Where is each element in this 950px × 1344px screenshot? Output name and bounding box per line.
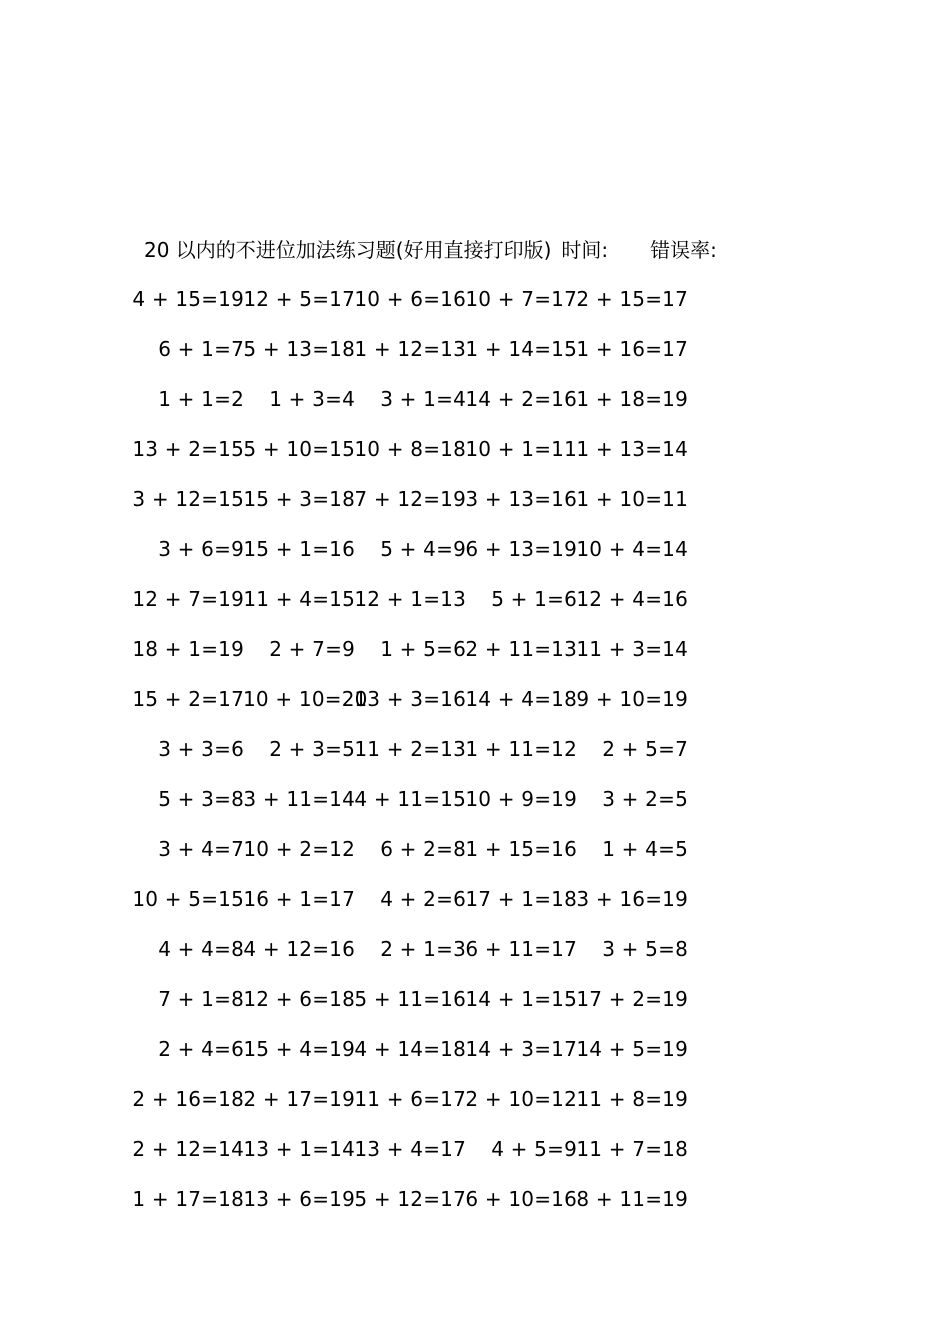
problem-row	[0, 684, 950, 714]
problem-item: 11 + 7=18	[576, 1137, 688, 1161]
problem-item: 1 + 10=11	[576, 487, 688, 511]
problem-item: 3 + 12=15	[132, 487, 244, 511]
problem-row	[0, 434, 950, 464]
problem-item: 3 + 5=8	[602, 937, 688, 961]
problem-item: 13 + 3=16	[354, 687, 466, 711]
problem-item: 12 + 4=16	[576, 587, 688, 611]
time-label: 时间:	[561, 238, 609, 262]
problem-row	[0, 1084, 950, 1114]
problem-item: 10 + 6=16	[354, 287, 466, 311]
problem-item: 3 + 4=7	[158, 837, 244, 861]
problem-item: 12 + 7=19	[132, 587, 244, 611]
problem-item: 13 + 6=19	[243, 1187, 355, 1211]
problem-row	[0, 584, 950, 614]
problem-item: 10 + 8=18	[354, 437, 466, 461]
problem-item: 1 + 16=17	[576, 337, 688, 361]
problem-item: 15 + 4=19	[243, 1037, 355, 1061]
problem-row	[0, 1134, 950, 1164]
problem-item: 14 + 5=19	[576, 1037, 688, 1061]
problem-row	[0, 634, 950, 664]
problem-row	[0, 534, 950, 564]
problem-item: 10 + 4=14	[576, 537, 688, 561]
problem-item: 1 + 5=6	[380, 637, 466, 661]
problem-row	[0, 834, 950, 864]
problem-row	[0, 334, 950, 364]
problem-item: 13 + 2=15	[132, 437, 244, 461]
problem-item: 4 + 5=9	[491, 1137, 577, 1161]
problem-row	[0, 384, 950, 414]
problem-row	[0, 884, 950, 914]
problem-item: 3 + 16=19	[576, 887, 688, 911]
problem-item: 10 + 1=11	[465, 437, 577, 461]
problem-item: 2 + 5=7	[602, 737, 688, 761]
problem-item: 18 + 1=19	[132, 637, 244, 661]
problem-item: 1 + 1=2	[158, 387, 244, 411]
problem-row	[0, 484, 950, 514]
problem-item: 13 + 1=14	[243, 1137, 355, 1161]
problem-item: 4 + 4=8	[158, 937, 244, 961]
problem-item: 14 + 3=17	[465, 1037, 577, 1061]
problem-item: 7 + 12=19	[354, 487, 466, 511]
problem-item: 2 + 16=18	[132, 1087, 244, 1111]
problem-item: 1 + 13=14	[576, 437, 688, 461]
problem-item: 5 + 10=15	[243, 437, 355, 461]
problem-item: 3 + 3=6	[158, 737, 244, 761]
problem-item: 6 + 11=17	[465, 937, 577, 961]
problem-item: 1 + 17=18	[132, 1187, 244, 1211]
problem-item: 5 + 11=16	[354, 987, 466, 1011]
problem-item: 6 + 10=16	[465, 1187, 577, 1211]
problem-item: 2 + 3=5	[269, 737, 355, 761]
problem-item: 11 + 8=19	[576, 1087, 688, 1111]
problem-item: 11 + 4=15	[243, 587, 355, 611]
problem-item: 2 + 7=9	[269, 637, 355, 661]
problem-item: 4 + 2=6	[380, 887, 466, 911]
problem-item: 10 + 5=15	[132, 887, 244, 911]
problem-item: 5 + 4=9	[380, 537, 466, 561]
problem-item: 1 + 18=19	[576, 387, 688, 411]
problem-item: 11 + 3=14	[576, 637, 688, 661]
problem-item: 5 + 12=17	[354, 1187, 466, 1211]
problem-item: 16 + 1=17	[243, 887, 355, 911]
problem-row	[0, 1184, 950, 1214]
problem-item: 5 + 13=18	[243, 337, 355, 361]
problem-item: 14 + 1=15	[465, 987, 577, 1011]
problem-item: 17 + 1=18	[465, 887, 577, 911]
problem-item: 10 + 10=20	[243, 687, 368, 711]
problem-row	[0, 784, 950, 814]
problem-row	[0, 1034, 950, 1064]
problem-item: 3 + 13=16	[465, 487, 577, 511]
problem-item: 14 + 4=18	[465, 687, 577, 711]
problem-item: 11 + 2=13	[354, 737, 466, 761]
problem-row	[0, 734, 950, 764]
problem-item: 4 + 14=18	[354, 1037, 466, 1061]
problem-item: 11 + 6=17	[354, 1087, 466, 1111]
problem-item: 4 + 15=19	[132, 287, 244, 311]
problem-item: 2 + 12=14	[132, 1137, 244, 1161]
problem-item: 5 + 3=8	[158, 787, 244, 811]
problem-item: 1 + 12=13	[354, 337, 466, 361]
problem-item: 1 + 14=15	[465, 337, 577, 361]
problem-item: 8 + 11=19	[576, 1187, 688, 1211]
problem-row	[0, 984, 950, 1014]
problem-item: 15 + 3=18	[243, 487, 355, 511]
problem-row	[0, 934, 950, 964]
problem-item: 2 + 15=17	[576, 287, 688, 311]
problem-item: 12 + 5=17	[243, 287, 355, 311]
problem-item: 15 + 2=17	[132, 687, 244, 711]
problem-item: 9 + 10=19	[576, 687, 688, 711]
problem-item: 2 + 11=13	[465, 637, 577, 661]
error-rate-label: 错误率:	[650, 238, 717, 262]
problem-item: 7 + 1=8	[158, 987, 244, 1011]
problem-item: 10 + 2=12	[243, 837, 355, 861]
problem-item: 10 + 9=19	[465, 787, 577, 811]
problem-item: 1 + 15=16	[465, 837, 577, 861]
problem-item: 1 + 11=12	[465, 737, 577, 761]
problem-item: 15 + 1=16	[243, 537, 355, 561]
problem-item: 3 + 11=14	[243, 787, 355, 811]
problem-row	[0, 284, 950, 314]
problem-item: 1 + 3=4	[269, 387, 355, 411]
problem-item: 6 + 13=19	[465, 537, 577, 561]
problem-item: 3 + 2=5	[602, 787, 688, 811]
problem-item: 4 + 12=16	[243, 937, 355, 961]
problem-item: 14 + 2=16	[465, 387, 577, 411]
problem-item: 17 + 2=19	[576, 987, 688, 1011]
problem-item: 12 + 1=13	[354, 587, 466, 611]
problem-item: 3 + 6=9	[158, 537, 244, 561]
problem-item: 10 + 7=17	[465, 287, 577, 311]
problem-item: 3 + 1=4	[380, 387, 466, 411]
problem-item: 1 + 4=5	[602, 837, 688, 861]
problem-item: 2 + 10=12	[465, 1087, 577, 1111]
problem-item: 5 + 1=6	[491, 587, 577, 611]
problem-item: 2 + 4=6	[158, 1037, 244, 1061]
problem-item: 6 + 2=8	[380, 837, 466, 861]
problem-item: 4 + 11=15	[354, 787, 466, 811]
problem-item: 12 + 6=18	[243, 987, 355, 1011]
problem-item: 6 + 1=7	[158, 337, 244, 361]
problem-item: 13 + 4=17	[354, 1137, 466, 1161]
worksheet-title: 20 以内的不进位加法练习题(好用直接打印版)	[144, 238, 552, 262]
problem-item: 2 + 1=3	[380, 937, 466, 961]
problem-item: 2 + 17=19	[243, 1087, 355, 1111]
